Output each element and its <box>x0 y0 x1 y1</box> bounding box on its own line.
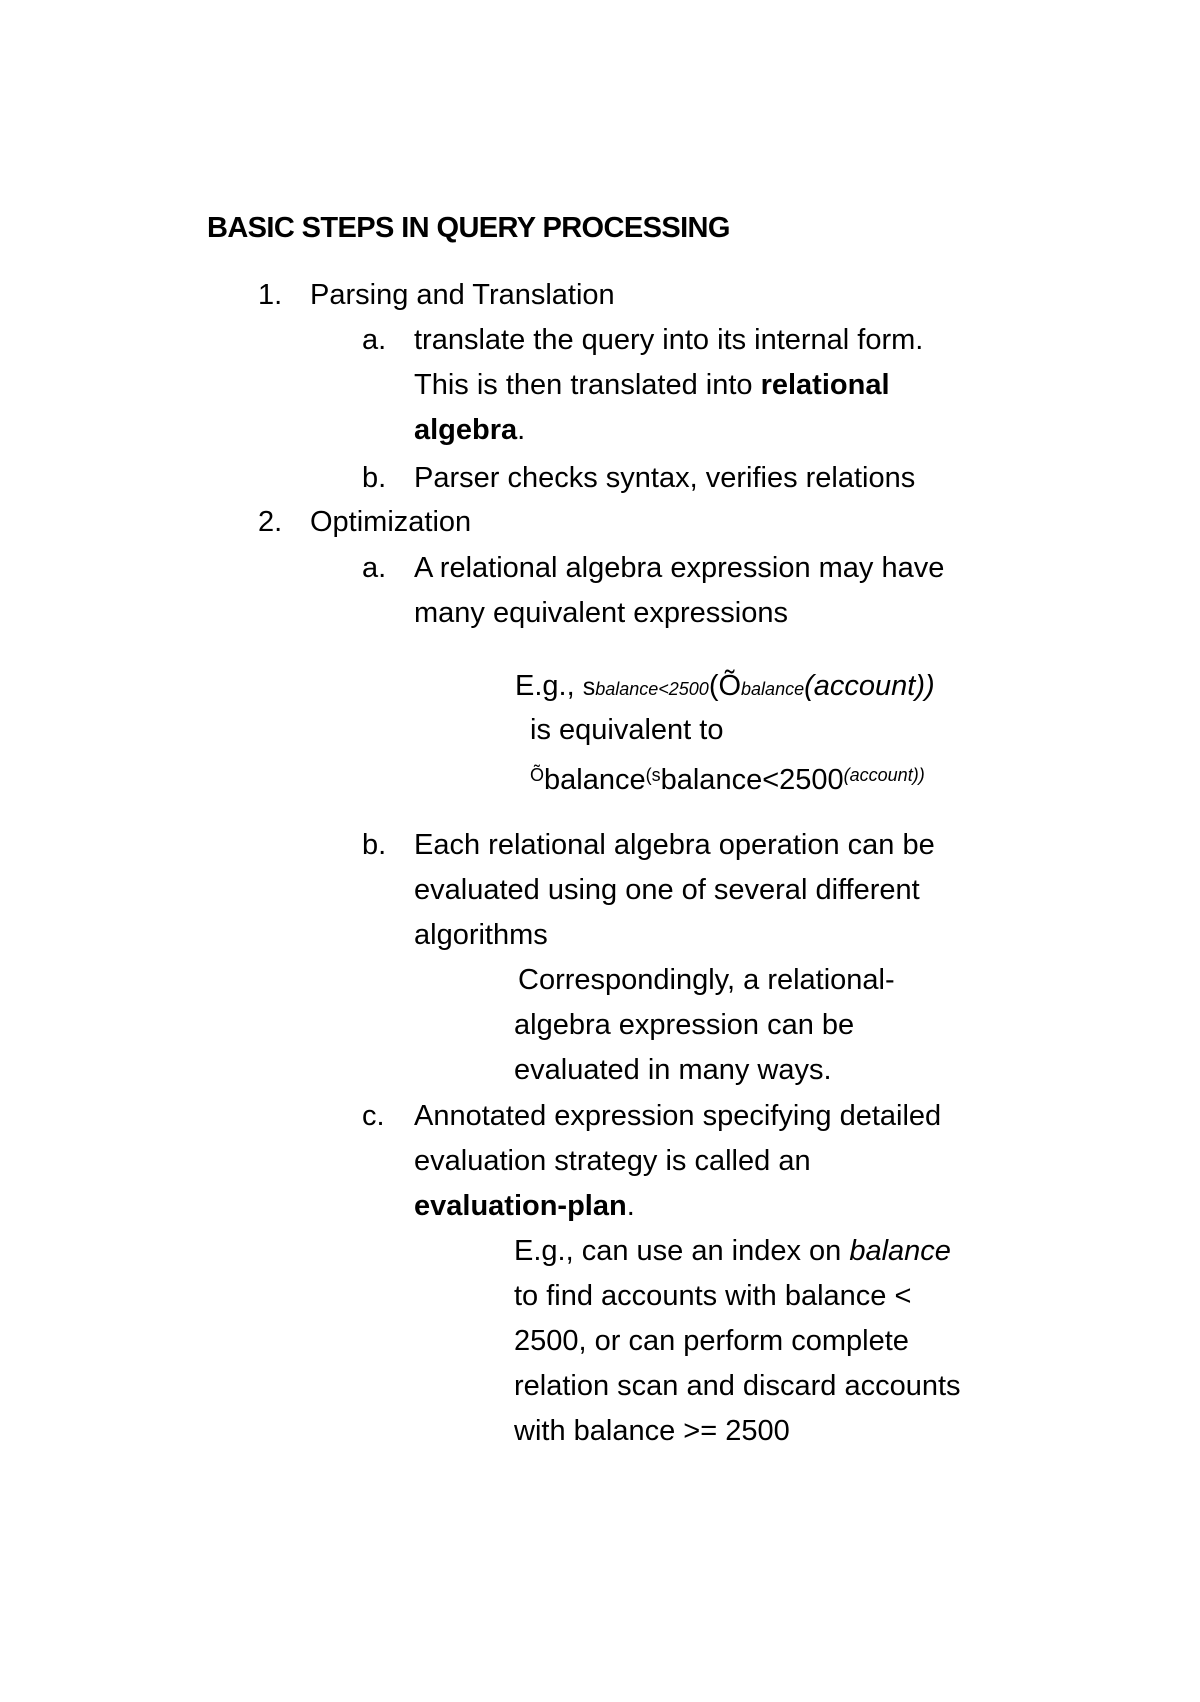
list-number-1: 1. <box>258 279 283 311</box>
item-2b-line2: evaluated using one of several different <box>414 874 920 906</box>
example-expression-line1: E.g., sbalance<2500(Õbalance(account)) <box>515 670 935 702</box>
item-2c-example-line3: 2500, or can perform complete <box>514 1325 909 1357</box>
item-2c-line2: evaluation strategy is called an <box>414 1145 811 1177</box>
item-1a-line1: translate the query into its internal form. <box>414 324 924 356</box>
item-2c-line3: evaluation-plan. <box>414 1190 635 1222</box>
sublist-letter-1b: b. <box>362 462 387 494</box>
example-expression-line3: $^Õbalance^{(s}balance<2500^{(account))}$ <box>530 764 925 796</box>
sublist-letter-2b: b. <box>362 829 387 861</box>
item-2b-note-line2: algebra expression can be <box>514 1009 855 1041</box>
item-1a-line2: This is then translated into relational <box>414 369 890 401</box>
example-expression-line2: is equivalent to <box>530 714 724 746</box>
item-1a-line3: algebra. <box>414 414 526 446</box>
item-2b-line3: algorithms <box>414 919 548 951</box>
sublist-letter-2c: c. <box>362 1100 385 1132</box>
page-title: BASIC STEPS IN QUERY PROCESSING <box>207 212 730 244</box>
item-2b-line1: Each relational algebra operation can be <box>414 829 935 861</box>
sublist-letter-2a: a. <box>362 552 387 584</box>
item-2c-example-line4: relation scan and discard accounts <box>514 1370 961 1402</box>
item-2a-line2: many equivalent expressions <box>414 597 788 629</box>
item-2c-example-line5: with balance >= 2500 <box>514 1415 790 1447</box>
item-2a-line1: A relational algebra expression may have <box>414 552 945 584</box>
item-2c-example-line2: to find accounts with balance < <box>514 1280 912 1312</box>
list-number-2: 2. <box>258 506 283 538</box>
item-2c-example-line1: E.g., can use an index on balance <box>514 1235 951 1267</box>
item-1b-line1: Parser checks syntax, verifies relations <box>414 462 916 494</box>
section-heading-parsing: Parsing and Translation <box>310 279 615 311</box>
item-2c-line1: Annotated expression specifying detailed <box>414 1100 942 1132</box>
item-2b-note-line1: Correspondingly, a relational- <box>518 964 895 996</box>
sublist-letter-1a: a. <box>362 324 387 356</box>
section-heading-optimization: Optimization <box>310 506 472 538</box>
item-2b-note-line3: evaluated in many ways. <box>514 1054 832 1086</box>
